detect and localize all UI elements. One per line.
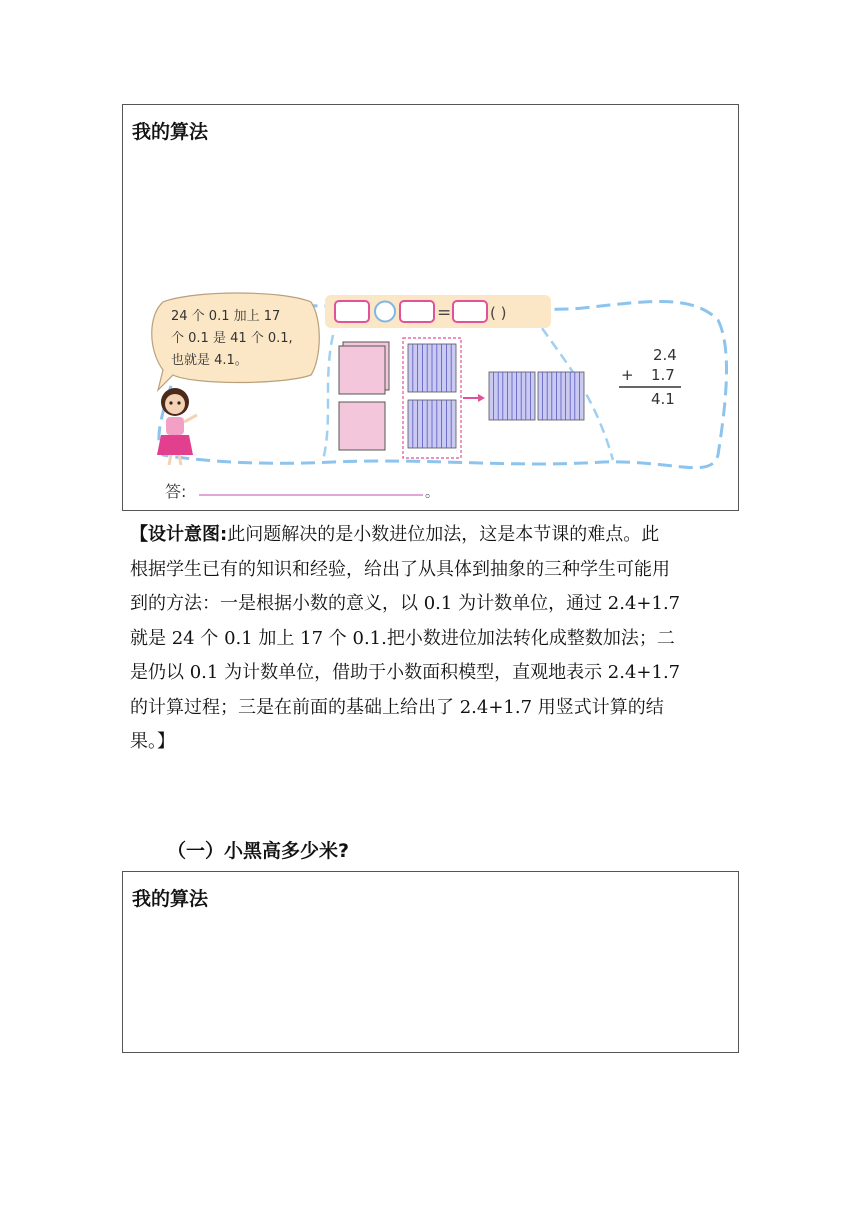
svg-text:+: +	[621, 366, 634, 384]
svg-text:4.1: 4.1	[651, 390, 675, 408]
speech-line-3: 也就是 4.1。	[171, 353, 248, 368]
design-line: 根据学生已有的知识和经验，给出了从具体到抽象的三种学生可能用	[130, 558, 670, 580]
design-line: 是仍以 0.1 为计数单位，借助于小数面积模型，直观地表示 2.4+1.7	[130, 662, 681, 683]
tenths-strips-left	[408, 344, 456, 448]
svg-text:=: =	[437, 303, 452, 323]
box-title: 我的算法	[132, 888, 209, 910]
girl-figure	[157, 388, 197, 465]
design-line: 此问题解决的是小数进位加法，这是本节课的难点。此	[227, 524, 660, 545]
tenths-strips-right	[489, 372, 584, 420]
speech-line-1: 24 个 0.1 加上 17	[171, 309, 281, 324]
equation-paren: ( )	[490, 304, 507, 322]
svg-text:。: 。	[425, 485, 439, 501]
method-box-1	[122, 104, 739, 511]
question-heading: （一）小黑高多少米?	[167, 840, 350, 862]
answer-label: 答:	[165, 482, 187, 501]
svg-text:1.7: 1.7	[651, 366, 675, 384]
box-title: 我的算法	[132, 121, 209, 143]
design-line: 到的方法：一是根据小数的意义，以 0.1 为计数单位，通过 2.4+1.7	[130, 593, 681, 614]
design-line: 就是 24 个 0.1 加上 17 个 0.1.把小数进位加法转化成整数加法；二	[130, 627, 675, 649]
pink-square	[339, 402, 385, 450]
design-line: 的计算过程；三是在前面的基础上给出了 2.4+1.7 用竖式计算的结	[130, 696, 664, 718]
svg-text:2.4: 2.4	[653, 346, 677, 364]
vertical-calculation	[619, 346, 681, 408]
design-line: 果。】	[130, 731, 175, 752]
method-box-2	[122, 871, 739, 1053]
design-lead: 【设计意图:	[130, 524, 228, 545]
speech-line-2: 个 0.1 是 41 个 0.1,	[171, 331, 293, 346]
textbook-illustration	[133, 290, 733, 505]
design-intent	[130, 518, 730, 760]
